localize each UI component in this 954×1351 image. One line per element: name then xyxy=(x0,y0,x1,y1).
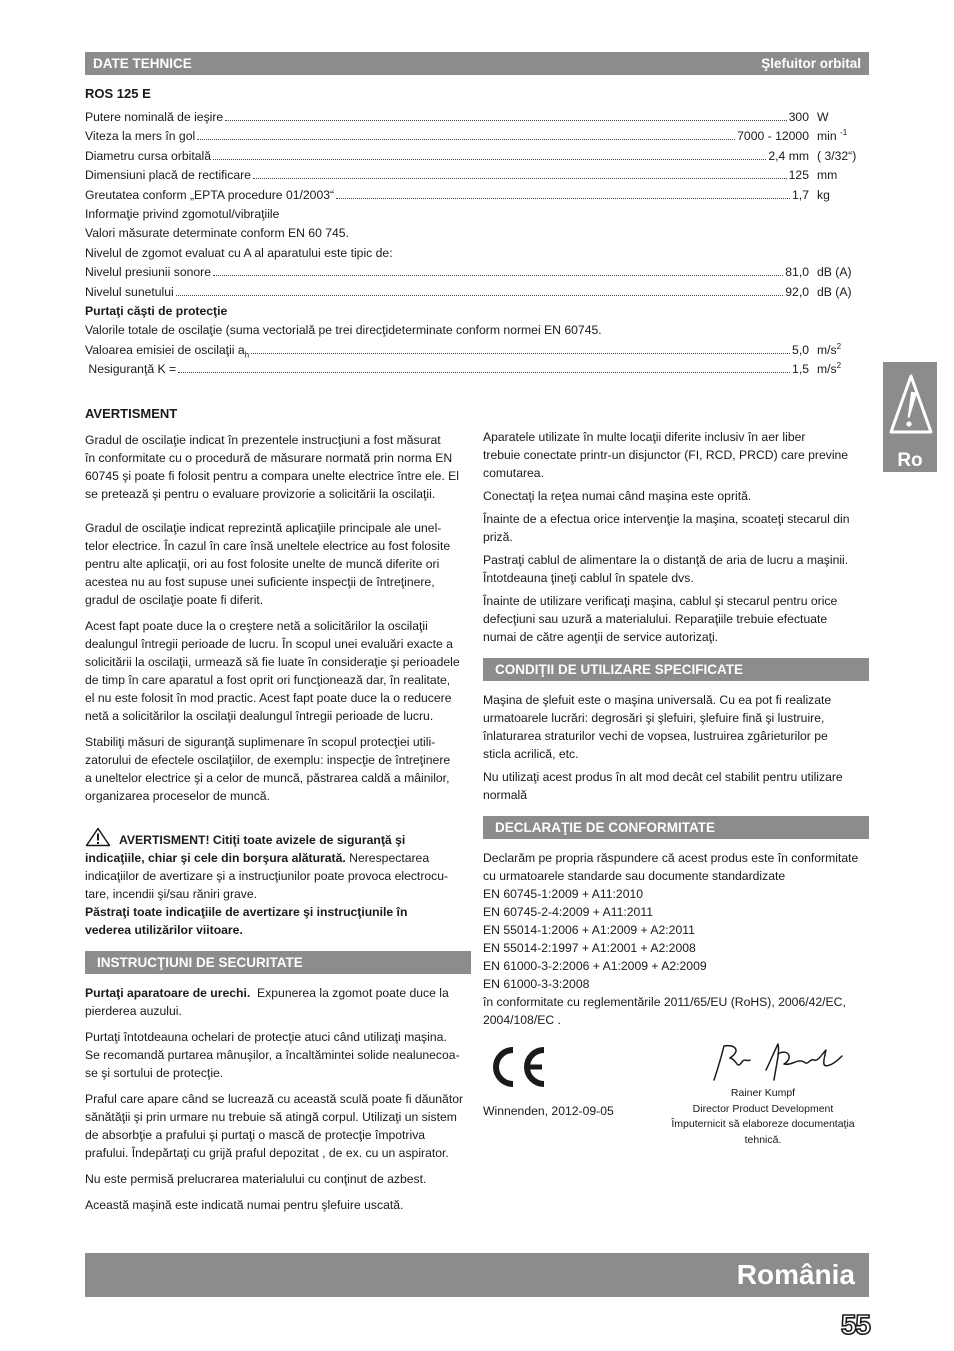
spec-label: Nivelul presiunii sonore xyxy=(85,265,211,280)
spec-unit: mm xyxy=(817,168,838,183)
signer-title: Director Product Development xyxy=(692,1102,834,1115)
spec-row xyxy=(85,341,865,360)
spec-row xyxy=(85,283,865,302)
paragraph: Maşina de şlefuit este o maşina universală. Cu ea pot fi realizate urmatoarele lucrări: degrosări şi şlefuiri, şlefuire fină şi lustruire, înlaturarea straturilor vechi de vopsea, lustruirea zgârieturilor pe sticla acrilică, etc. xyxy=(483,693,832,761)
footer-bar xyxy=(85,1253,869,1297)
place-and-date: Winnenden, 2012-09-05 xyxy=(483,1104,614,1118)
spec-label: Putere nominală de ieşire xyxy=(85,110,224,124)
spec-row xyxy=(85,186,865,205)
page-number: 55 xyxy=(840,1309,870,1340)
ce-signature-block xyxy=(483,1040,869,1146)
spec-row xyxy=(85,263,865,282)
right-column xyxy=(483,428,869,1029)
paragraph: Purtaţi aparatoare de urechi. Expunerea la zgomot poate duce la pierderea auzului. xyxy=(85,986,449,1018)
paragraph: Nu utilizaţi acest produs în alt mod decât cel stabilit pentru utilizare normală xyxy=(483,770,843,802)
header-section-title: DATE TEHNICE xyxy=(93,55,192,71)
language-code: Ro xyxy=(897,450,923,471)
spec-value: 1,7 xyxy=(792,187,809,202)
paragraph: Conectaţi la reţea numai când maşina este oprită. xyxy=(483,489,752,503)
paragraph: Aparatele utilizate în multe locaţii diferite inclusiv în aer liber trebuie conectate printr-un disjunctor (FI, RCD, PRCD) care previne comutarea. xyxy=(483,430,849,480)
spec-value: 92,0 xyxy=(785,284,809,299)
spec-row xyxy=(85,108,865,127)
spec-value: 125 xyxy=(788,168,809,183)
noise-intro-line: Valori măsurate determinate conform EN 60 745. xyxy=(85,226,349,241)
paragraph: Nu este permisă prelucrarea materialului cu conţinut de azbest. xyxy=(85,1172,427,1186)
technical-specs xyxy=(85,108,865,379)
spec-label: Dimensiuni placă de rectificare xyxy=(85,168,251,183)
spec-row xyxy=(85,360,865,379)
spec-label: Viteza la mers în gol xyxy=(85,129,196,144)
country-name: România xyxy=(736,1259,855,1290)
warning-icon xyxy=(85,827,111,847)
signer-name: Rainer Kumpf xyxy=(730,1087,796,1099)
paragraph: Această maşină este indicată numai pentru şlefuire uscată. xyxy=(85,1198,404,1212)
paragraph: Purtaţi întotdeauna ochelari de protecţie atuci când utilizaţi maşina. Se recomandă purtarea mânuşilor, a încaltămintei solide nealunecoa- se şi sortului de protecţie. xyxy=(85,1030,460,1080)
paragraph: Gradul de oscilaţie indicat reprezintă aplicaţiile principale ale unel- telor electrice. În cazul în care însă uneltele electrice au fost folosite pentru alte aplicaţii, ori au fost folosite unelte de muncă diferite ori acestea nu au fost supuse unei suficiente inspecţii de întreţinere, gradul de oscilaţie poate fi diferit. xyxy=(85,521,451,607)
signer-note: Împuternicit să elaboreze documentaţia tehnică. xyxy=(671,1118,855,1146)
usage-conditions-bar: CONDIŢII DE UTILIZARE SPECIFICATE xyxy=(483,658,869,681)
warning-triangle-icon xyxy=(889,374,933,436)
spec-value: 300 xyxy=(788,110,809,124)
language-tab xyxy=(883,362,937,472)
spec-unit: W xyxy=(817,110,829,124)
signature xyxy=(708,1040,848,1086)
header-product-name: Şlefuitor orbital xyxy=(761,55,861,71)
paragraph: Pastraţi cablul de alimentare la o distanţă de aria de lucru a maşinii. Întotdeauna ţineţi cablul în spatele dvs. xyxy=(483,553,849,585)
ear-protection-note: Purtaţi căşti de protecţie xyxy=(85,303,228,318)
ce-mark-icon xyxy=(487,1044,549,1090)
spec-row xyxy=(85,127,865,146)
model-name: ROS 125 E xyxy=(85,86,151,101)
spec-label: Nivelul sunetului xyxy=(85,284,174,299)
header-bar xyxy=(85,52,869,75)
spec-unit: kg xyxy=(817,187,830,202)
safety-instructions-bar: INSTRUCŢIUNI DE SECURITATE xyxy=(85,951,471,974)
noise-intro-line: Informaţie privind zgomotul/vibraţiile xyxy=(85,206,280,221)
spec-unit: dB (A) xyxy=(817,284,852,299)
paragraph: Praful care apare când se lucrează cu această sculă poate fi dăunător sănătăţii şi prin urmare nu trebuie să atingă corpul. Utilizaţi un sistem de absorbţie a prafului şi purtaţi o mască de protecţie împotriva prafului. Îndepărtaţi cu grijă praful depozitat , de ex. cu un aspirator. xyxy=(85,1092,464,1160)
spec-value: 1,5 xyxy=(792,362,809,377)
spec-unit: $m/s^2$ xyxy=(817,341,842,357)
paragraph: Stabiliţi măsuri de siguranţă suplimenare în scopul protecţiei utili- zatorului de efectele oscilaţiilor, de exemplu: inspecţie de întreţinere a uneltelor electrice şi a celor de muncă, păstrarea caldă a mâinilor, organizarea proceselor de muncă. xyxy=(85,735,451,803)
spec-unit: ( 3/32“) xyxy=(817,148,857,163)
vibration-intro: Valorile totale de oscilaţie (suma vectorială pe trei direcţideterminate conform normei EN 60745. xyxy=(85,323,602,338)
paragraph: Înainte de utilizare verificaţi maşina, cablul şi stecarul pentru orice defecţiuni sau uzură a materialului. Reparaţiile trebuie efectuate numai de către agenţii de service autorizaţi. xyxy=(483,594,838,644)
spec-unit: dB (A) xyxy=(817,265,852,280)
spec-row xyxy=(85,166,865,185)
paragraph: Acest fapt poate duce la o creştere netă a solicitărilor la oscilaţii dealungul întregii perioade de lucru. În scopul unei evaluări exacte a solicitării la oscilaţii, urmează să fie luate în consideraţie şi perioadele de timp în care aparatul a fost oprit ori funcţionează dar, în realitate, el nu este folosit în mod practic. Acest fapt poate duce la o reducere netă a solicitărilor la oscilaţii dealungul întregii perioade de lucru. xyxy=(85,619,460,723)
spec-label: Greutatea conform „EPTA procedure 01/2003“ xyxy=(85,187,335,202)
noise-intro-line: Nivelul de zgomot evaluat cu A al aparatului este tipic de: xyxy=(85,245,393,260)
spec-value: 81,0 xyxy=(785,265,809,280)
spec-value: 5,0 xyxy=(792,342,809,357)
safety-warning: AVERTISMENT! Citiţi toate avizele de siguranţă şi indicaţiile, chiar şi cele din borşura alăturată. Nerespectarea indicaţiilor de avertizare şi a instrucţiunilor poate provoca electrocu- tare, incendii şi/sau răniri grave. Păstraţi toate indicaţiile de avertizare şi instrucţiunile în vederea utilizărilor viitoare. xyxy=(85,827,471,939)
signer-info xyxy=(653,1086,873,1148)
spec-label: Nesiguranţă K = xyxy=(85,362,177,377)
conformity-declaration-bar: DECLARAŢIE DE CONFORMITATE xyxy=(483,816,869,839)
warning-heading: AVERTISMENT xyxy=(85,406,178,421)
spec-label: Valoarea emisiei de oscilaţii $a_h$ xyxy=(85,342,250,360)
paragraph: Înainte de a efectua orice intervenţie la maşina, scoateţi stecarul din priză. xyxy=(483,512,850,544)
spec-value: 7000 - 12000 xyxy=(737,129,809,144)
left-column: AVERTISMENT Gradul de oscilaţie indicat în prezentele instrucţiuni a fost măsurat în conformitate cu o procedură de măsurare normată prin norma EN 60745 şi poate fi folosit pentru a compara unelte electrice între ele. El se pretează şi pentru o evaluare provizorie a solicitării la oscilaţii. Gradul de oscilaţie indicat reprezintă aplicaţiile principale ale unel- telor electrice. În cazul în care însă uneltele electrice au fost folosite pentru alte aplicaţii, ori au fost folosite unelte de muncă diferite ori acestea nu au fost supuse unei suficiente inspecţii de întreţinere, gradul de oscilaţie poate fi diferit. Acest fapt poate duce la o creştere netă a solicitărilor la oscilaţii dealungul întregii perioade de lucru. În scopul unei evaluări exacte a solicitării la oscilaţii, urmează să fie luate în consideraţie şi perioadele de timp în care aparatul a fost oprit ori funcţionează dar, în realitate, el nu este folosit în mod practic. Acest fapt poate duce la o reducere netă a solicitărilor la oscilaţii dealungul întregii perioade de lucru. Stabiliţi măsuri de siguranţă suplimenare în scopul protecţiei utili- zatorului de efectele oscilaţiilor, de exemplu: inspecţie de întreţinere a uneltelor electrice şi a celor de muncă, păstrarea caldă a mâinilor, organizarea proceselor de muncă. AVERTISMENT! Citiţi toate avizele de siguranţă şi indicaţiile, chiar şi cele din borşura alăturată. Nerespectarea indicaţiilor de avertizare şi a instrucţiunilor poate provoca electrocu- tare, incendii şi/sau răniri grave. Păstraţi toate indicaţiile de avertizare şi instrucţiunile în vederea utilizărilor viitoare. INSTRUCŢIUNI DE SECURITATE Purtaţi aparatoare de urechi. Expunerea la zgomot poate duce la pierderea auzului. Purtaţi întotdeauna ochelari de protecţie atuci când utilizaţi maşina. Se recomandă purtarea mânuşilor, a încaltămintei solide nealunecoa- se şi sortului de protecţie. Praful care apare când se lucrează cu această sculă poate fi dăunător sănătăţii şi prin urmare nu trebuie să atingă corpul. Utilizaţi un sistem de absorbţie a prafului şi purtaţi o mască de protecţie împotriva prafului. Îndepărtaţi cu grijă praful depozitat , de ex. cu un aspirator. Nu este permisă prelucrarea materialului cu conţinut de azbest. Această maşină este indicată numai pentru şlefuire uscată. xyxy=(85,405,471,1214)
spec-value: 2,4 mm xyxy=(768,148,809,163)
spec-unit: min $^{-1}$ xyxy=(817,128,848,144)
conformity-text: Declarăm pe propria răspundere că acest produs este în conformitate cu urmatoarele standarde sau documente standardizate EN 60745-1:2009 + A11:2010 EN 60745-2-4:2009 + A11:2011 EN 55014-1:2006 + A1:2009 + A2:2011 EN 55014-2:1997 + A1:2001 + A2:2008 EN 61000-3-2:2006 + A1:2009 + A2:2009 EN 61000-3-3:2008 în conformitate cu reglementările 2011/65/EU (RoHS), 2006/42/EC, 2004/108/EC . xyxy=(483,851,859,1027)
spec-label: Diametru cursa orbitală xyxy=(85,148,211,163)
spec-row xyxy=(85,147,865,166)
spec-unit: $m/s^2$ xyxy=(817,361,842,377)
